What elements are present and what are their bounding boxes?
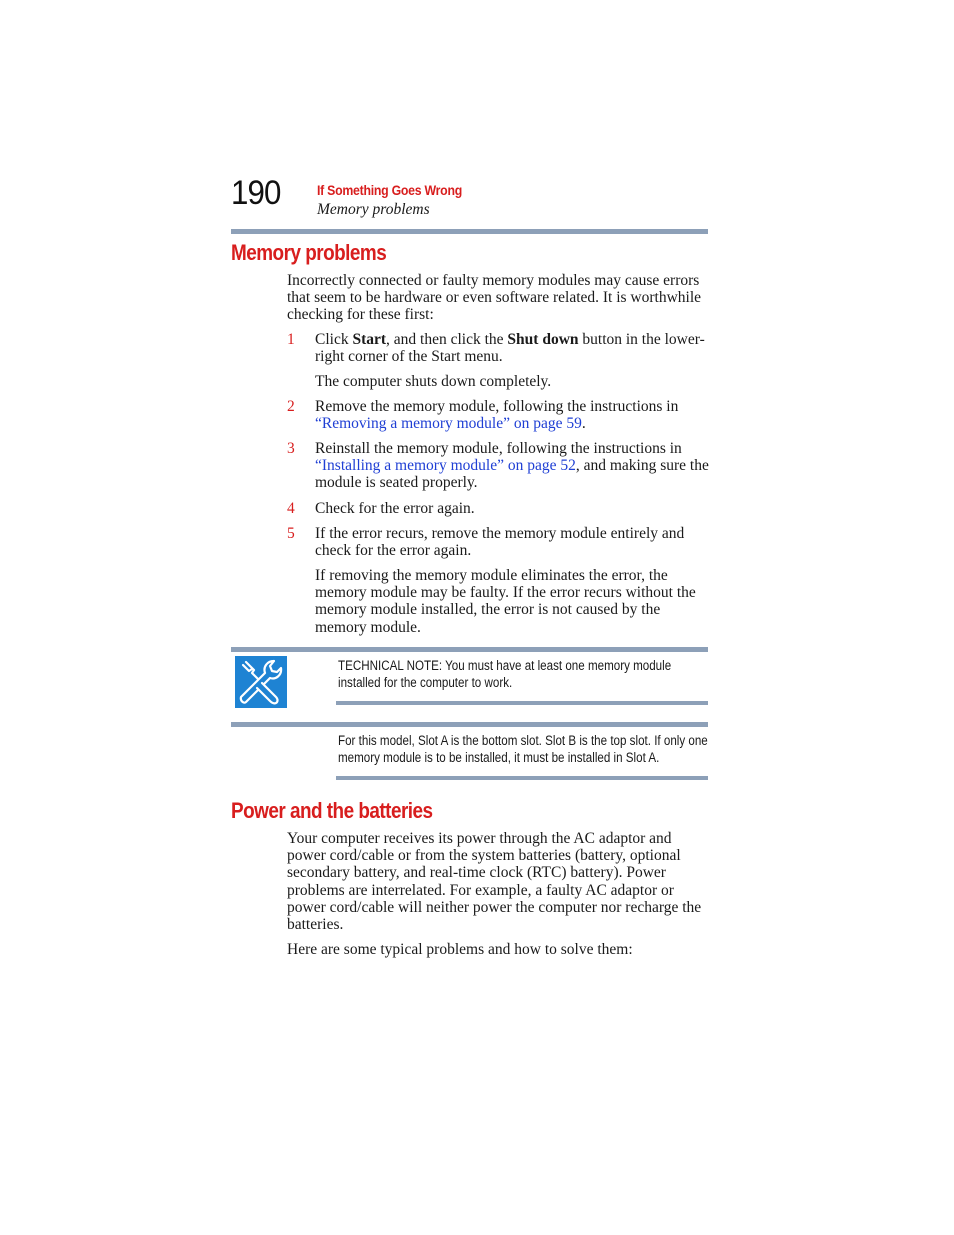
power-heading: Power and the batteries xyxy=(231,798,433,823)
power-paragraph-2: Here are some typical problems and how to solve them: xyxy=(287,941,633,958)
step-number: 5 xyxy=(287,525,295,542)
step-5-result: If removing the memory module eliminates the error, the memory module may be faulty. If the error recurs without the memory module installed, the error is not caused by the memory module. xyxy=(315,567,696,636)
step-number: 1 xyxy=(287,331,295,348)
slot-note: For this model, Slot A is the bottom slot. Slot B is the top slot. If only one memory module is to be installed, it must be installed in Slot A. xyxy=(338,733,708,766)
technical-note: TECHNICAL NOTE: You must have at least one memory module installed for the computer to work. xyxy=(338,658,672,691)
slot-note-top-rule xyxy=(231,722,708,727)
start-label: Start xyxy=(352,331,387,348)
step-number: 2 xyxy=(287,398,295,415)
shut-down-label: Shut down xyxy=(507,331,579,348)
step-2-text: Remove the memory module, following the instructions in “Removing a memory module” on page 59. xyxy=(315,398,679,433)
step-5-text: If the error recurs, remove the memory module entirely and check for the error again. xyxy=(315,525,685,560)
removing-memory-link[interactable]: “Removing a memory module” on page 59 xyxy=(315,415,582,433)
step-3-text: Reinstall the memory module, following the instructions in “Installing a memory module” on page 52, and making sure the module is seated properly. xyxy=(315,440,709,492)
chapter-title: If Something Goes Wrong xyxy=(317,182,462,198)
slot-note-bottom-rule xyxy=(336,776,708,780)
step-number: 3 xyxy=(287,440,295,457)
section-subtitle: Memory problems xyxy=(317,201,430,218)
step-1-text: Click Start, and then click the Shut down button in the lower-right corner of the Start menu. xyxy=(315,331,705,366)
note-bottom-rule xyxy=(336,701,708,705)
memory-heading: Memory problems xyxy=(231,240,387,265)
memory-intro: Incorrectly connected or faulty memory modules may cause errors that seem to be hardware or even software related. It is worthwhile checking for these first: xyxy=(287,272,702,324)
header-rule xyxy=(231,229,708,234)
power-paragraph: Your computer receives its power through the AC adaptor and power cord/cable or from the system batteries (battery, optional secondary battery, and real-time clock (RTC) battery). Power problems are interrelated. For example, a faulty AC adaptor or power cord/cable will neither power the computer nor recharge the batteries. xyxy=(287,830,702,934)
installing-memory-link[interactable]: “Installing a memory module” on page 52 xyxy=(315,457,576,475)
wrench-tool-icon xyxy=(235,656,287,708)
step-number: 4 xyxy=(287,500,295,517)
step-1-result: The computer shuts down completely. xyxy=(315,373,552,390)
page-number: 190 xyxy=(231,174,281,212)
note-top-rule xyxy=(231,647,708,652)
step-4-text: Check for the error again. xyxy=(315,500,475,517)
